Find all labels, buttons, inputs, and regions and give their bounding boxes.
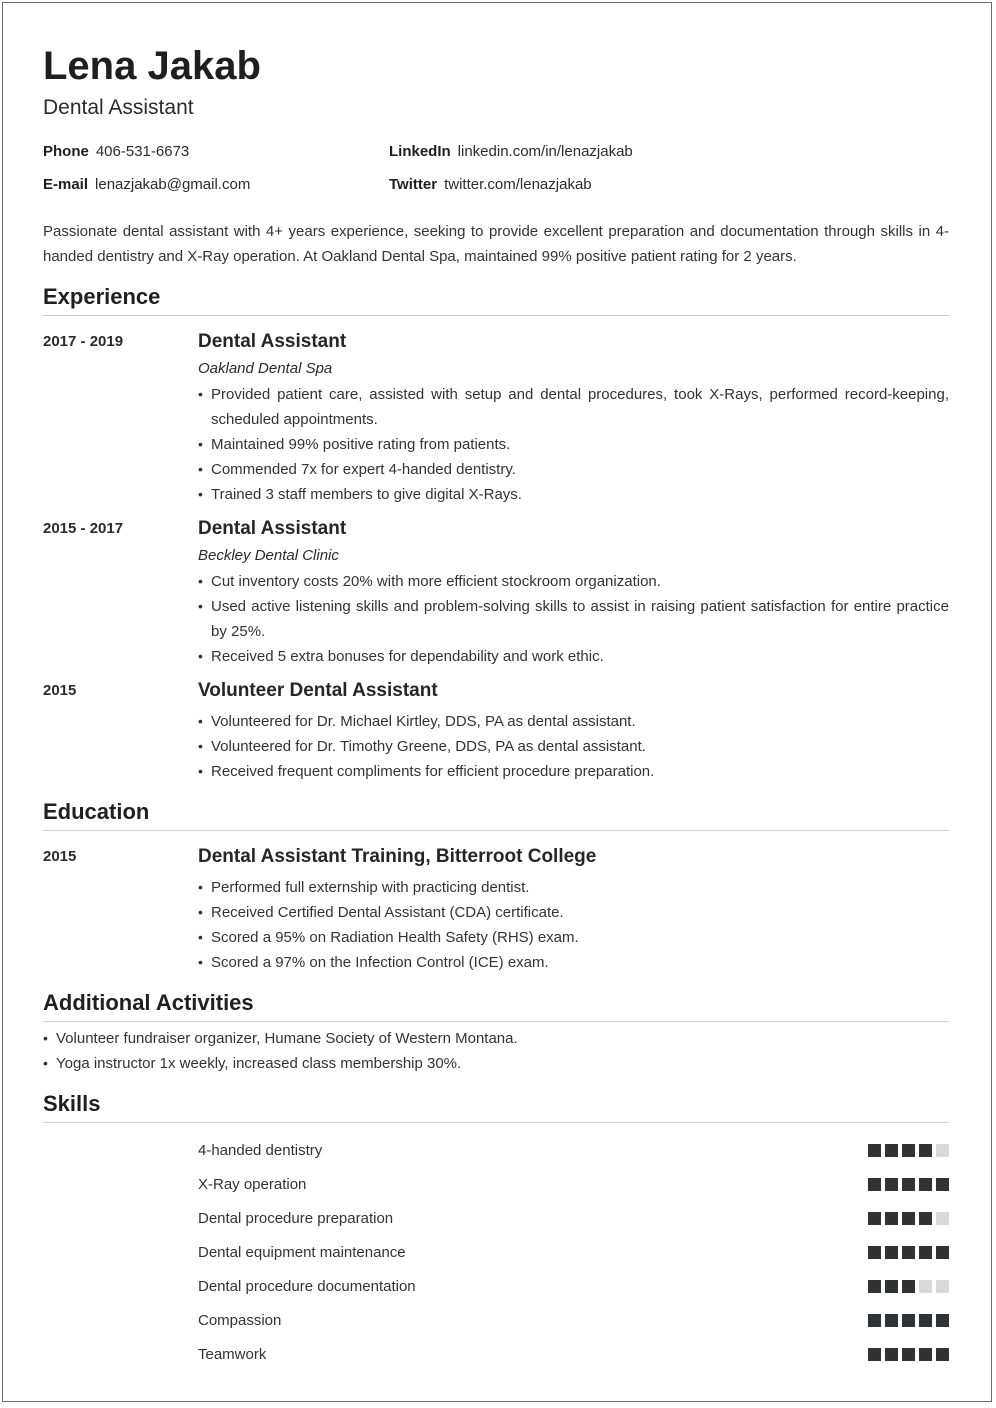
experience-section [43,283,949,784]
entry-role: Volunteer Dental Assistant [198,680,438,701]
email-label: E-mail [43,176,89,193]
skill-row [198,1167,949,1201]
skill-rating [868,1144,949,1157]
rating-dot-empty [936,1144,949,1157]
list-item: • Provided patient care, assisted with setup and dental procedures, took X-Rays, performed record-keeping, scheduled appointments. [198,382,949,432]
skills-section [43,1090,949,1371]
rating-dot-filled [919,1314,932,1327]
list-item: • Cut inventory costs 20% with more efficient stockroom organization. [198,569,949,594]
list-item: • Used active listening skills and problem-solving skills to assist in raising patient satisfaction for entire practice by 25%. [198,594,949,644]
rating-dot-filled [919,1178,932,1191]
phone-label: Phone [43,143,89,160]
rating-dot-filled [902,1280,915,1293]
rating-dot-filled [868,1280,881,1293]
rating-dot-filled [919,1212,932,1225]
experience-entry [43,679,949,784]
education-heading: Education [43,798,949,831]
list-item: • Volunteered for Dr. Timothy Greene, DDS, PA as dental assistant. [198,734,949,759]
rating-dot-filled [902,1314,915,1327]
entry-role: Dental Assistant [198,331,347,352]
skill-name: Teamwork [198,1345,267,1363]
list-item: • Performed full externship with practicing dentist. [198,875,949,900]
linkedin-label: LinkedIn [389,143,451,160]
skill-row [198,1303,949,1337]
rating-dot-filled [919,1144,932,1157]
list-item: • Trained 3 staff members to give digital X-Rays. [198,482,949,507]
rating-dot-filled [902,1144,915,1157]
twitter-value: twitter.com/lenazjakab [444,176,592,193]
list-item: • Maintained 99% positive rating from patients. [198,432,949,457]
experience-heading: Experience [43,283,949,316]
rating-dot-filled [868,1178,881,1191]
skill-rating [868,1212,949,1225]
resume-page [2,2,992,1402]
experience-entry [43,517,949,669]
rating-dot-filled [868,1314,881,1327]
rating-dot-filled [902,1348,915,1361]
entry-organization: Beckley Dental Clinic [198,547,339,564]
contact-email [43,176,389,194]
list-item: • Received 5 extra bonuses for dependability and work ethic. [198,644,949,669]
skill-name: Dental procedure documentation [198,1277,416,1295]
rating-dot-empty [936,1280,949,1293]
skill-name: Compassion [198,1311,282,1329]
rating-dot-filled [885,1212,898,1225]
rating-dot-filled [902,1212,915,1225]
rating-dot-filled [936,1314,949,1327]
entry-date: 2015 [43,682,77,699]
contact-phone [43,143,389,161]
entry-date: 2015 [43,848,77,865]
rating-dot-filled [936,1246,949,1259]
rating-dot-filled [868,1348,881,1361]
skill-rating [868,1314,949,1327]
rating-dot-filled [902,1178,915,1191]
skill-rating [868,1246,949,1259]
contact-twitter [389,176,949,194]
list-item: • Scored a 97% on the Infection Control (ICE) exam. [198,950,949,975]
rating-dot-filled [919,1348,932,1361]
skill-name: Dental equipment maintenance [198,1243,406,1261]
skill-row [198,1235,949,1269]
skill-rating [868,1178,949,1191]
rating-dot-filled [885,1246,898,1259]
linkedin-value: linkedin.com/in/lenazjakab [457,143,633,160]
rating-dot-filled [885,1280,898,1293]
skill-row [198,1133,949,1167]
skill-row [198,1337,949,1371]
rating-dot-filled [885,1144,898,1157]
email-value: lenazjakab@gmail.com [95,176,251,193]
skills-heading: Skills [43,1090,949,1123]
entry-date: 2017 - 2019 [43,333,124,350]
list-item: • Scored a 95% on Radiation Health Safety (RHS) exam. [198,925,949,950]
skill-rating [868,1280,949,1293]
list-item: • Commended 7x for expert 4-handed dentistry. [198,457,949,482]
rating-dot-empty [936,1212,949,1225]
list-item: • Yoga instructor 1x weekly, increased class membership 30%. [43,1051,949,1076]
rating-dot-filled [868,1246,881,1259]
skill-name: Dental procedure preparation [198,1209,394,1227]
list-item: • Volunteer fundraiser organizer, Humane Society of Western Montana. [43,1026,949,1051]
skill-name: 4-handed dentistry [198,1141,323,1159]
skills-list [198,1133,949,1371]
candidate-title: Dental Assistant [43,96,194,119]
entry-bullets [198,382,949,507]
rating-dot-filled [885,1314,898,1327]
list-item: • Received Certified Dental Assistant (CDA) certificate. [198,900,949,925]
contact-info [43,143,949,194]
education-section [43,798,949,975]
rating-dot-empty [919,1280,932,1293]
list-item: • Received frequent compliments for efficient procedure preparation. [198,759,949,784]
rating-dot-filled [868,1144,881,1157]
rating-dot-filled [885,1178,898,1191]
entry-bullets [198,709,949,784]
entry-role: Dental Assistant [198,518,347,539]
summary: Passionate dental assistant with 4+ years experience, seeking to provide excellent preparation and documentation through skills in 4-handed dentistry and X-Ray operation. At Oakland Dental Spa, maintained 99% positive patient rating for 2 years. [43,223,949,265]
rating-dot-filled [919,1246,932,1259]
contact-linkedin [389,143,949,161]
rating-dot-filled [936,1178,949,1191]
experience-entry [43,330,949,507]
twitter-label: Twitter [389,176,438,193]
entry-organization: Oakland Dental Spa [198,360,333,377]
skill-row [198,1269,949,1303]
skill-row [198,1201,949,1235]
rating-dot-filled [902,1246,915,1259]
skill-name: X-Ray operation [198,1175,307,1193]
skill-rating [868,1348,949,1361]
entry-role: Dental Assistant Training, Bitterroot College [198,846,597,867]
rating-dot-filled [936,1348,949,1361]
rating-dot-filled [885,1348,898,1361]
activities-bullets [43,1026,949,1076]
list-item: • Volunteered for Dr. Michael Kirtley, DDS, PA as dental assistant. [198,709,949,734]
entry-bullets [198,875,949,975]
rating-dot-filled [868,1212,881,1225]
activities-section [43,989,949,1076]
phone-value: 406-531-6673 [95,143,190,160]
entry-date: 2015 - 2017 [43,520,124,537]
entry-bullets [198,569,949,669]
activities-heading: Additional Activities [43,989,949,1022]
education-entry [43,845,949,975]
candidate-name: Lena Jakab [43,44,261,88]
